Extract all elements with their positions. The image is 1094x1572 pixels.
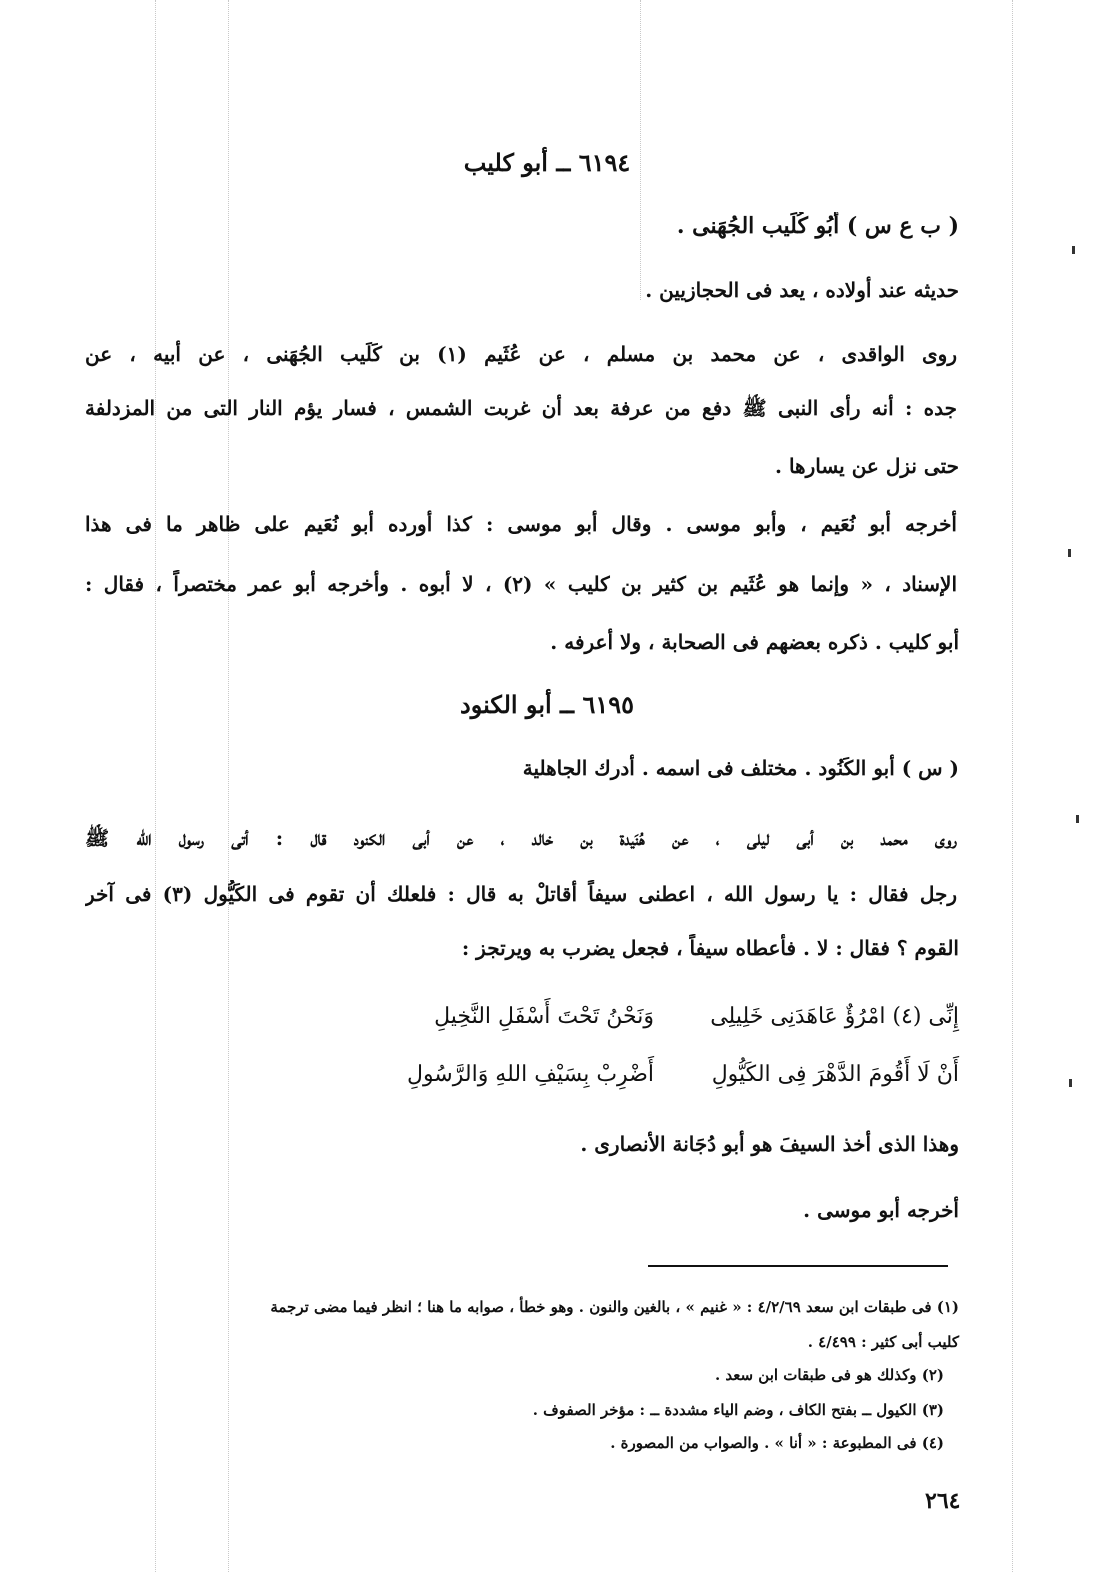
entry-name-line: ( س ) أبو الكَنُود . مختلف فى اسمه . أدرك الجاهلية xyxy=(522,756,959,780)
entry-heading: ٦١٩٥ ــ أبو الكنود xyxy=(460,690,634,719)
margin-mark xyxy=(1069,1079,1072,1087)
body-line: روى محمد بن أبى ليلى ، عن هُنَيدة بن خالد ، عن أبى الكنود قال : أتى رسول الله ﷺ xyxy=(85,826,957,850)
body-line: القوم ؟ فقال : لا . فأعطاه سيفاً ، فجعل يضرب به ويرتجز : xyxy=(461,936,959,960)
body-line: أبو كليب . ذكره بعضهم فى الصحابة ، ولا أعرفه . xyxy=(550,630,959,654)
body-line: رجل فقال : يا رسول الله ، اعطنى سيفاً أقاتلْ به قال : فلعلك أن تقوم فى الكَيُّول (٣) فى آخر xyxy=(85,882,957,906)
body-line: أخرجه أبو نُعَيم ، وأبو موسى . وقال أبو موسى : كذا أورده أبو نُعَيم على ظاهر ما فى هذا xyxy=(85,512,957,536)
body-line: أخرجه أبو موسى . xyxy=(803,1198,959,1222)
margin-mark xyxy=(1068,549,1071,557)
margin-mark xyxy=(1072,246,1075,254)
page-number: ٢٦٤ xyxy=(925,1488,961,1514)
body-line: الإسناد ، « وإنما هو عُثَيم بن كثير بن كليب » (٢) ، لا أبوه . وأخرجه أبو عمر مختصراً ، فقال : xyxy=(85,572,957,596)
scan-artifact-line xyxy=(1012,0,1013,1572)
margin-mark xyxy=(1076,815,1079,823)
verse-hemistich: أَضْرِبْ بِسَيْفِ اللهِ وَالرَّسُولِ xyxy=(406,1062,654,1087)
entry-heading: ٦١٩٤ ــ أبو كليب xyxy=(463,148,631,177)
verse-hemistich: أَنْ لَا أَقُومَ الدَّهْرَ فِى الكَيُّولِ xyxy=(711,1062,959,1087)
footnote: (٢) وكذلك هو فى طبقات ابن سعد . xyxy=(714,1366,944,1384)
footnote-separator xyxy=(648,1265,948,1267)
footnote: (١) فى طبقات ابن سعد ٤/٢/٦٩ : « غنيم » ، بالغين والنون . وهو خطأ ، صوابه ما هنا ؛ انظر فيما مضى ترجمة xyxy=(270,1298,959,1316)
footnote-continuation: كليب أبى كثير : ٤/٤٩٩ . xyxy=(807,1333,959,1351)
body-line: جده : أنه رأى النبى ﷺ دفع من عرفة بعد أن غربت الشمس ، فسار يؤم النار التى من المزدلفة xyxy=(85,396,957,420)
footnote: (٤) فى المطبوعة : « أنا » . والصواب من المصورة . xyxy=(610,1434,944,1452)
body-line: حديثه عند أولاده ، يعد فى الحجازيين . xyxy=(645,278,959,302)
verse-hemistich: وَنَحْنُ تَحْتَ أَسْفَلِ النَّخِيلِ xyxy=(434,1004,654,1029)
verse-hemistich: إِنِّى (٤) امْرُؤٌ عَاهَدَنِى خَلِيلِى xyxy=(710,1004,959,1029)
body-line: حتى نزل عن يسارها . xyxy=(775,454,959,478)
entry-name-line: ( ب ع س ) أَبُو كُلَيب الجُهَنى . xyxy=(676,213,959,239)
body-line: روى الواقدى ، عن محمد بن مسلم ، عن عُثَيم (١) بن كَلَيب الجُهَنى ، عن أبيه ، عن xyxy=(85,342,957,366)
footnote: (٣) الكيول ــ بفتح الكاف ، وضم الياء مشددة ــ : مؤخر الصفوف . xyxy=(532,1401,944,1419)
body-line: وهذا الذى أخذ السيفَ هو أبو دُجَانة الأنصارى . xyxy=(580,1132,959,1156)
